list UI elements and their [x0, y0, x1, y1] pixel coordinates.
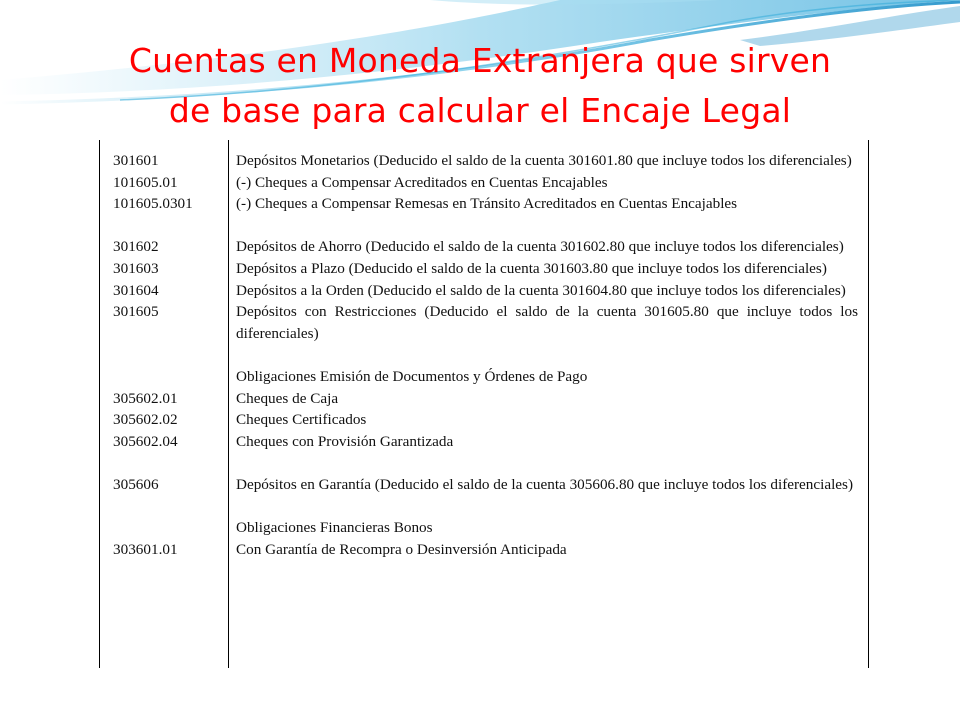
accounts-table — [99, 140, 869, 668]
account-description: Depósitos a Plazo (Deducido el saldo de la cuenta 301603.80 que incluye todos los diferenciales) — [236, 259, 827, 277]
slide-title — [40, 36, 920, 136]
account-description: Depósitos en Garantía (Deducido el saldo de la cuenta 305606.80 que incluye todos los diferenciales) — [236, 475, 854, 493]
account-code — [100, 366, 224, 388]
account-description: Depósitos con Restricciones (Deducido el saldo de la cuenta 301605.80 que incluye todos los diferenciales) — [236, 303, 858, 342]
table-row — [100, 172, 868, 194]
account-group-heading: Obligaciones Financieras Bonos — [236, 519, 433, 537]
account-code: 303601.01 — [113, 540, 178, 558]
account-group-heading: Obligaciones Emisión de Documentos y Órdenes de Pago — [236, 367, 588, 385]
account-code: 301603 — [113, 259, 159, 277]
account-description: Depósitos Monetarios (Deducido el saldo de la cuenta 301601.80 que incluye todos los diferenciales) — [236, 152, 852, 169]
table-row — [100, 431, 868, 453]
account-code: 301601 — [113, 152, 159, 169]
account-description: Cheques Certificados — [236, 411, 367, 429]
account-description: Cheques con Provisión Garantizada — [236, 432, 454, 450]
account-description: Depósitos de Ahorro (Deducido el saldo de la cuenta 301602.80 que incluye todos los diferenciales) — [236, 238, 844, 256]
table-row — [100, 474, 868, 496]
table-row — [100, 366, 868, 388]
account-code: 305602.04 — [113, 432, 178, 450]
account-code: 305602.02 — [113, 411, 178, 429]
table-row — [100, 258, 868, 280]
account-description: Con Garantía de Recompra o Desinversión Anticipada — [236, 540, 567, 558]
account-description: (-) Cheques a Compensar Remesas en Tránsito Acreditados en Cuentas Encajables — [236, 195, 738, 213]
table-row — [100, 388, 868, 410]
account-description: Cheques de Caja — [236, 389, 339, 407]
table-row — [100, 280, 868, 302]
slide-title-line-2: de base para calcular el Encaje Legal — [168, 91, 792, 130]
account-code: 305606 — [113, 475, 159, 493]
slide-title-line-1: Cuentas en Moneda Extranjera que sirven — [128, 41, 832, 80]
account-code: 301604 — [113, 281, 159, 299]
table-row — [100, 150, 868, 172]
account-code — [100, 517, 224, 539]
account-description: Depósitos a la Orden (Deducido el saldo de la cuenta 301604.80 que incluye todos los diferenciales) — [236, 281, 846, 299]
table-row — [100, 409, 868, 431]
table-row — [100, 193, 868, 215]
account-description: (-) Cheques a Compensar Acreditados en Cuentas Encajables — [236, 173, 608, 191]
table-row — [100, 517, 868, 539]
account-code: 301602 — [113, 238, 159, 256]
table-row — [100, 539, 868, 561]
account-code: 101605.0301 — [113, 195, 193, 213]
table-row — [100, 301, 868, 344]
table-row — [100, 236, 868, 258]
account-code: 305602.01 — [113, 389, 178, 407]
account-code: 301605 — [113, 303, 159, 321]
account-code: 101605.01 — [113, 173, 178, 191]
